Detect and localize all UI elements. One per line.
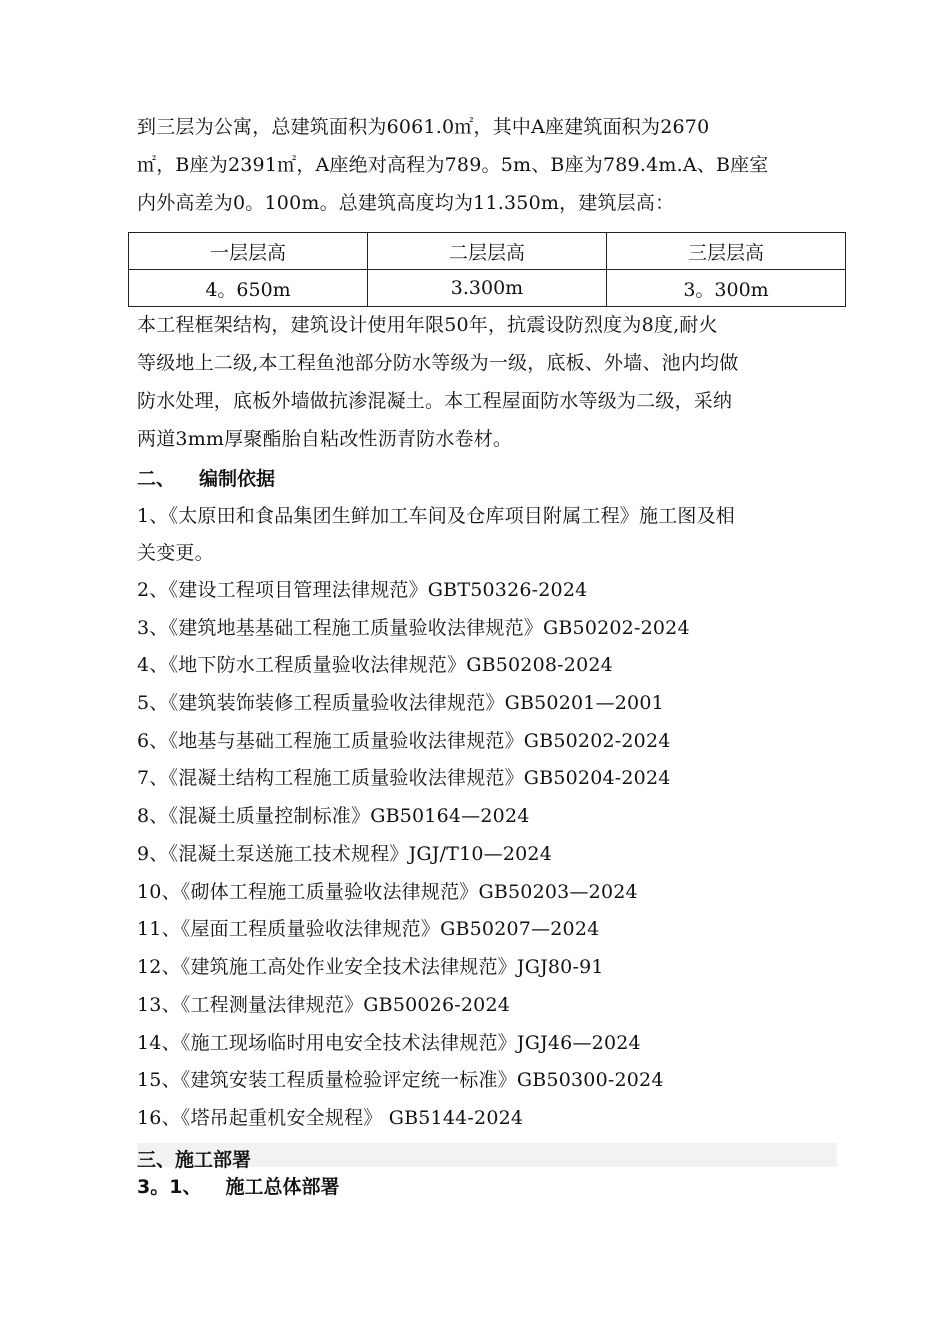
intro-line: 内外高差为0。100m。总建筑高度均为11.350m，建筑层高： <box>137 192 675 214</box>
list-item: 12、《建筑施工高处作业安全技术法律规范》JGJ80-91 <box>137 956 604 978</box>
table-cell: 3.300m <box>368 270 607 307</box>
list-item: 3、《建筑地基基础工程施工质量验收法律规范》GB50202-2024 <box>137 617 690 639</box>
list-item: 14、《施工现场临时用电安全技术法律规范》JGJ46—2024 <box>137 1032 641 1054</box>
table-cell: 3。300m <box>607 270 846 307</box>
section-title: 编制依据 <box>199 468 276 490</box>
table-row <box>129 270 846 307</box>
list-item: 1、《太原田和食品集团生鲜加工车间及仓库项目附属工程》施工图及相 <box>137 505 735 527</box>
intro-line: 到三层为公寓，总建筑面积为6061.0㎡，其中A座建筑面积为2670 <box>137 116 710 138</box>
subsection-number: 3。1、 <box>137 1176 202 1198</box>
intro-paragraph <box>137 108 837 222</box>
list-item: 关变更。 <box>137 542 214 564</box>
section-title: 三、施工部署 <box>137 1149 252 1171</box>
list-item: 5、《建筑装饰装修工程质量验收法律规范》GB50201—2001 <box>137 692 664 714</box>
list-item: 9、《混凝土泵送施工技术规程》JGJ/T10—2024 <box>137 843 553 865</box>
table-cell: 4。650m <box>129 270 368 307</box>
subsection-title: 施工总体部署 <box>225 1176 340 1198</box>
list-item: 13、《工程测量法律规范》GB50026-2024 <box>137 994 511 1016</box>
structure-line: 两道3mm厚聚酯胎自粘改性沥青防水卷材。 <box>137 428 513 450</box>
intro-line: ㎡，B座为2391㎡，A座绝对高程为789。5m、B座为789.4m.A、B座室 <box>137 154 769 176</box>
list-item: 7、《混凝土结构工程施工质量验收法律规范》GB50204-2024 <box>137 767 671 789</box>
list-item: 10、《砌体工程施工质量验收法律规范》GB50203—2024 <box>137 881 638 903</box>
list-item: 6、《地基与基础工程施工质量验收法律规范》GB50202-2024 <box>137 730 671 752</box>
structure-line: 防水处理，底板外墙做抗渗混凝土。本工程屋面防水等级为二级，采纳 <box>137 390 733 412</box>
structure-line: 等级地上二级,本工程鱼池部分防水等级为一级，底板、外墙、池内均做 <box>137 352 739 374</box>
list-item: 16、《塔吊起重机安全规程》 GB5144-2024 <box>137 1107 524 1129</box>
table-header-row <box>129 233 846 270</box>
list-item: 2、《建设工程项目管理法律规范》GBT50326-2024 <box>137 579 588 601</box>
list-item: 15、《建筑安装工程质量检验评定统一标准》GB50300-2024 <box>137 1069 664 1091</box>
list-item: 4、《地下防水工程质量验收法律规范》GB50208-2024 <box>137 654 613 676</box>
floor-height-table <box>128 232 846 307</box>
list-item: 11、《屋面工程质量验收法律规范》GB50207—2024 <box>137 918 600 940</box>
section-heading <box>137 464 275 491</box>
table-header-cell: 一层层高 <box>129 233 368 270</box>
subsection-heading <box>137 1172 339 1199</box>
structure-paragraph <box>137 306 837 458</box>
table-header-cell: 二层层高 <box>368 233 607 270</box>
section-heading <box>137 1145 251 1172</box>
structure-line: 本工程框架结构，建筑设计使用年限50年，抗震设防烈度为8度,耐火 <box>137 314 718 336</box>
section-number: 二、 <box>137 468 176 490</box>
list-item: 8、《混凝土质量控制标准》GB50164—2024 <box>137 805 530 827</box>
table-header-cell: 三层层高 <box>607 233 846 270</box>
